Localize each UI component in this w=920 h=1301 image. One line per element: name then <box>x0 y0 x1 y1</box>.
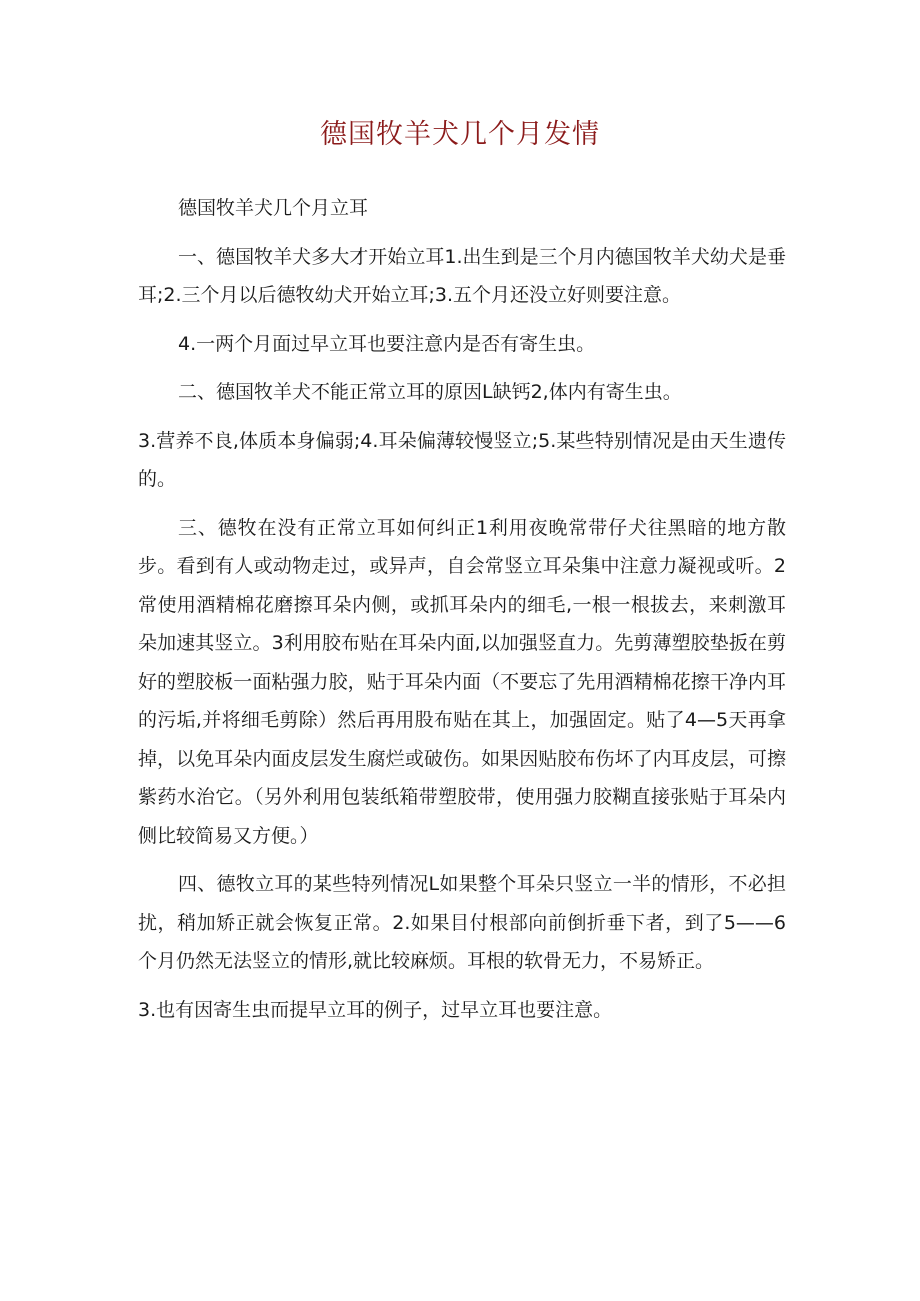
paragraph-section-2: 二、德国牧羊犬不能正常立耳的原因L缺钙2,体内有寄生虫。 <box>178 381 682 403</box>
paragraph-section-3: 三、德牧在没有正常立耳如何纠正1利用夜晚常带仔犬往黑暗的地方散步。看到有人或动物走过，或异声，自会常竖立耳朵集中注意力凝视或听。2常使用酒精棉花磨擦耳朵内侧，或抓耳朵内的细毛,一根一根拔去，来刺激耳朵加速其竖立。3利用胶布贴在耳朵内面,以加强竖直力。先剪薄塑胶垫扳在剪好的塑胶板一面粘强力胶，贴于耳朵内面（不要忘了先用酒精棉花擦干净内耳的污垢,并将细毛剪除）然后再用股布贴在其上，加强固定。贴了4—5天再拿掉，以免耳朵内面皮层发生腐烂或破伤。如果因贴胶布伤坏了内耳皮层，可擦紫药水治它。（另外利用包装纸箱带塑胶带，使用强力胶糊直接张贴于耳朵内侧比较简易又方便。） <box>138 516 786 847</box>
section-subtitle: 德国牧羊犬几个月立耳 <box>178 197 369 219</box>
paragraph-section-4: 四、德牧立耳的某些特列情况L如果整个耳朵只竖立一半的情形，不必担扰，稍加矫正就会恢复正常。2.如果目付根部向前倒折垂下者，到了5——6个月仍然无法竖立的情形,就比较麻烦。耳根的软骨无力，不易矫正。 <box>138 873 786 972</box>
document-title: 德国牧羊犬几个月发情 <box>320 119 600 150</box>
document-body <box>138 189 786 1039</box>
paragraph-section-1: 一、德国牧羊犬多大才开始立耳1.出生到是三个月内德国牧羊犬幼犬是垂耳;2.三个月以后德牧幼犬开始立耳;3.五个月还没立好则要注意。 <box>138 245 786 306</box>
paragraph-section-1-note: 4.一两个月面过早立耳也要注意内是否有寄生虫。 <box>178 332 596 355</box>
paragraph-section-2-continued: 3.营养不良,体质本身偏弱;4.耳朵偏薄较慢竖立;5.某些特别情况是由天生遗传的。 <box>138 429 786 490</box>
paragraph-section-4-continued: 3.也有因寄生虫而提早立耳的例子，过早立耳也要注意。 <box>138 998 613 1021</box>
